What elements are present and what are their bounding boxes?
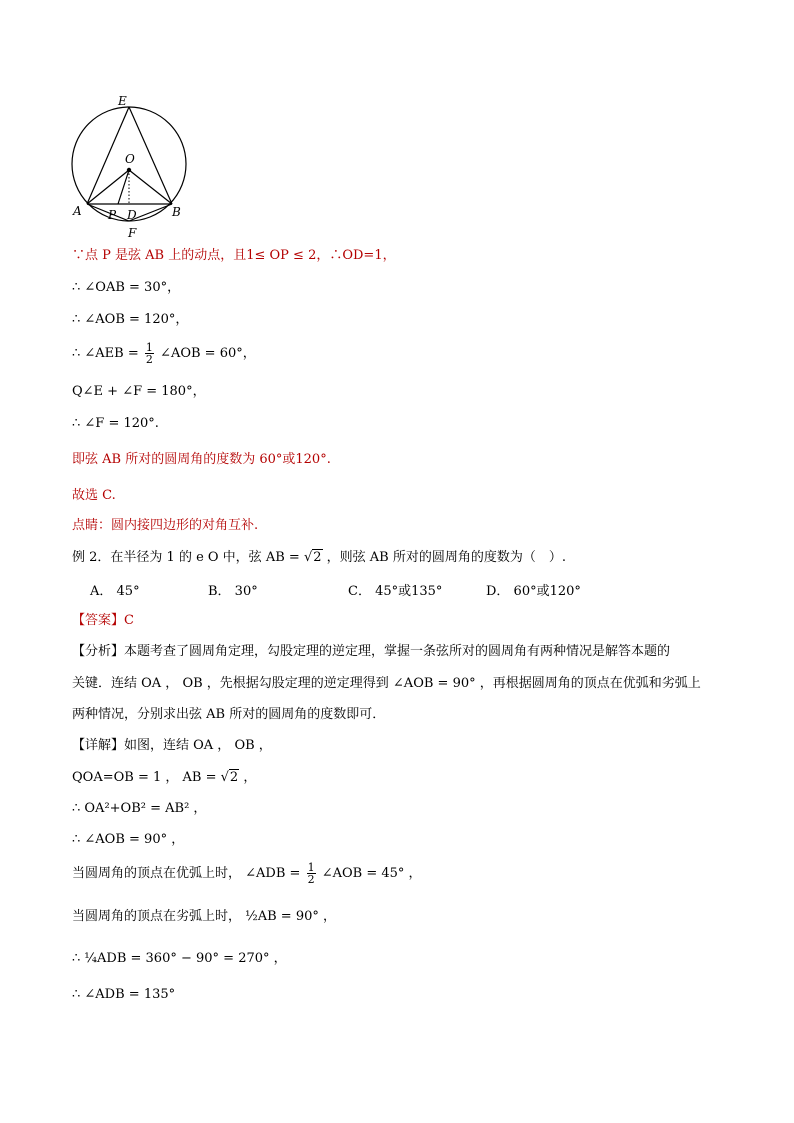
analysis-line-3: 两种情况，分别求出弦 AB 所对的圆周角的度数即可． (72, 707, 386, 722)
detail-line-1: 【详解】如图，连结 OA ， OB ， (72, 738, 272, 753)
segment-eb (129, 107, 172, 204)
option-d: D． 60°或120° (486, 584, 581, 599)
detail-2-pre: QOA=OB = 1 ， AB = (72, 770, 217, 785)
sqrt-radicand: 2 (313, 550, 322, 565)
analysis-line-2: 关键．连结 OA ， OB ，先根据勾股定理的逆定理得到 ∠AOB = 90° ，再根据圆周角的顶点在优弧和劣弧上 (72, 676, 701, 691)
option-c: C． 45°或135° (348, 584, 443, 599)
sqrt-radicand-detail: 2 (229, 770, 239, 785)
fraction-denominator: 2 (145, 353, 153, 366)
line-note: 点睛：圆内接四边形的对角互补. (72, 518, 259, 533)
label-p: P (108, 208, 117, 222)
detail-5-post: ∠AOB = 45° ， (321, 866, 422, 881)
label-b: B (172, 205, 181, 219)
example-2-question (72, 549, 566, 567)
fraction-numerator-2: 1 (307, 861, 315, 874)
line-choice: 故选 C. (72, 488, 116, 503)
label-a: A (73, 204, 82, 218)
line-aeb-pre: ∴ ∠AEB = (72, 346, 139, 361)
line-aob: ∴ ∠AOB = 120°， (72, 312, 189, 327)
detail-2-post: ， (243, 770, 257, 785)
circle-figure (62, 92, 198, 242)
segment-ob (129, 170, 172, 204)
label-o: O (125, 152, 135, 166)
label-e: E (118, 94, 127, 108)
line-oab: ∴ ∠OAB = 30°， (72, 280, 181, 295)
detail-line-5 (72, 862, 422, 885)
detail-line-6: 当圆周角的顶点在劣弧上时， ½AB = 90° ， (72, 909, 337, 924)
line-aeb (72, 342, 256, 365)
detail-line-3: ∴ OA²+OB² = AB² ， (72, 801, 207, 816)
label-d: D (127, 208, 137, 222)
option-a: A． 45° (90, 584, 140, 599)
sqrt-2: √2 (303, 550, 322, 565)
fraction-half-2 (307, 862, 316, 885)
detail-5-pre: 当圆周角的顶点在优弧上时， ∠ADB = (72, 866, 301, 881)
detail-line-8: ∴ ∠ADB = 135° (72, 987, 176, 1002)
label-f: F (128, 226, 137, 240)
line-aeb-post: ∠AOB = 60°， (160, 346, 256, 361)
detail-line-7: ∴ ¼ADB = 360° − 90° = 270° ， (72, 951, 287, 966)
sqrt-2-detail: √2 (220, 770, 239, 785)
center-point (127, 168, 131, 172)
detail-line-2 (72, 769, 256, 787)
question-pre: 例 2．在半径为 1 的 e O 中，弦 AB = (72, 550, 300, 565)
question-post: ，则弦 AB 所对的圆周角的度数为（ ）. (326, 550, 566, 565)
line-condition: ∵点 P 是弦 AB 上的动点，且1≤ OP ≤ 2，∴OD=1， (72, 248, 396, 263)
line-conclusion: 即弦 AB 所对的圆周角的度数为 60°或120°. (72, 452, 331, 467)
segment-oa (87, 170, 129, 204)
detail-line-4: ∴ ∠AOB = 90° ， (72, 832, 185, 847)
fraction-half (145, 342, 154, 365)
line-sum: Q∠E + ∠F = 180°， (72, 384, 206, 399)
answer-line: 【答案】C (72, 613, 134, 628)
line-f: ∴ ∠F = 120°. (72, 416, 159, 431)
fraction-denominator-2: 2 (307, 873, 315, 886)
analysis-line-1: 【分析】本题考查了圆周角定理，勾股定理的逆定理，掌握一条弦所对的圆周角有两种情况是解答本题的 (72, 644, 671, 659)
option-b: B． 30° (208, 584, 258, 599)
fraction-numerator: 1 (145, 341, 153, 354)
